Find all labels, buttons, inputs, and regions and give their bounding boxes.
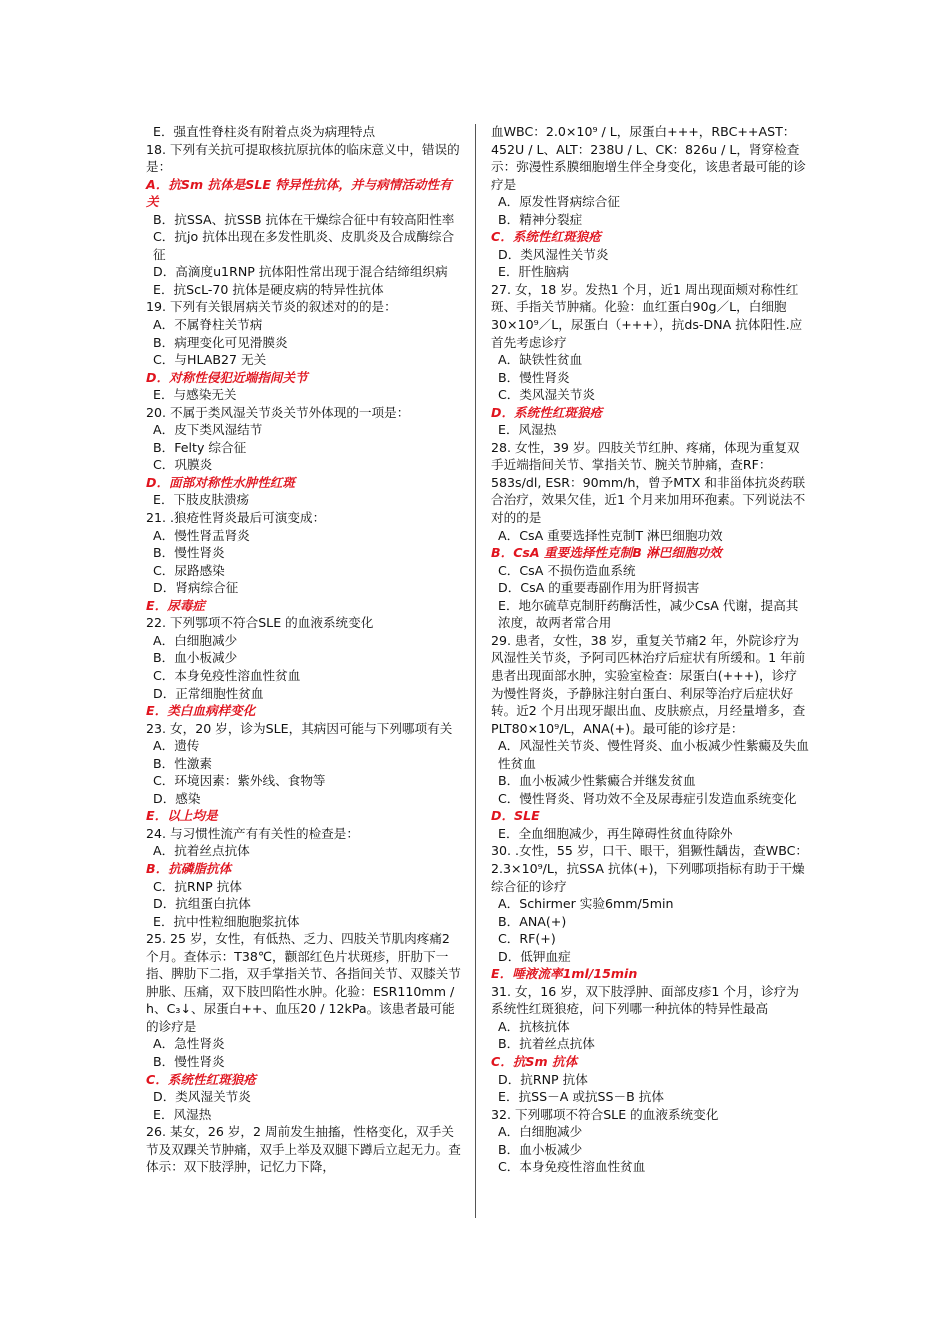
question-stem: 32. 下列哪项不符合SLE 的血液系统变化 (491, 1106, 719, 1122)
answer-option: B．性激素 (153, 755, 213, 771)
answer-option: D．低钾血症 (498, 948, 571, 964)
correct-answer-option: E．尿毒症 (146, 597, 205, 613)
answer-option: B．Felty 综合征 (153, 439, 247, 455)
correct-answer-option: D．面部对称性水肿性红斑 (146, 474, 295, 490)
answer-option: A．遗传 (153, 738, 200, 754)
left-column (146, 123, 464, 1176)
answer-option: E．强直性脊柱炎有附着点炎为病理特点 (153, 124, 376, 139)
answer-option: D．感染 (153, 790, 201, 806)
answer-option: B．病理变化可见滑膜炎 (153, 334, 288, 350)
answer-option: A．缺铁性贫血 (498, 352, 583, 368)
correct-answer-option: E．类白血病样变化 (146, 703, 256, 719)
right-column (491, 123, 809, 1176)
correct-answer-option: E．以上均是 (146, 808, 218, 824)
answer-option: E．全血细胞减少，再生障碍性贫血待除外 (498, 825, 733, 841)
answer-option: C．抗RNP 抗体 (153, 878, 242, 894)
correct-answer-option: C．抗Sm 抗体 (491, 1053, 578, 1069)
correct-answer-option: D．对称性侵犯近端指间关节 (146, 369, 308, 385)
answer-option: B．慢性肾炎 (498, 369, 570, 385)
question-stem: 18. 下列有关抗可提取核抗原抗体的临床意义中，错误的是： (146, 141, 460, 175)
answer-option: D．CsA 的重要毒副作用为肝肾损害 (498, 580, 700, 596)
correct-answer-option: E．唾液流率1ml/15min (491, 966, 638, 982)
correct-answer-option: C．系统性红斑狼疮 (146, 1071, 256, 1087)
answer-option: E．抗ScL-70 抗体是硬皮病的特异性抗体 (153, 281, 384, 297)
answer-option: A．慢性肾盂肾炎 (153, 527, 250, 543)
answer-option: D．抗组蛋白抗体 (153, 896, 251, 912)
question-stem: 23. 女，20 岁，诊为SLE，其病因可能与下列哪项有关 (146, 720, 453, 736)
correct-answer-option: D．SLE (491, 808, 540, 824)
question-stem: 24. 与习惯性流产有有关性的检查是： (146, 825, 359, 841)
answer-option: D．类风湿关节炎 (153, 1089, 251, 1105)
answer-option: E．抗SS－A 或抗SS－B 抗体 (498, 1089, 664, 1105)
answer-option: B．抗着丝点抗体 (498, 1036, 595, 1052)
answer-option: D．类风湿性关节炎 (498, 246, 609, 262)
answer-option: C．类风湿关节炎 (498, 387, 595, 403)
correct-answer-option: A．抗Sm 抗体是SLE 特异性抗体，并与病情活动性有关 (146, 176, 452, 210)
answer-option: A．不属脊柱关节病 (153, 317, 263, 333)
answer-option: C．本身免疫性溶血性贫血 (153, 667, 301, 683)
correct-answer-option: C．系统性红斑狼疮 (491, 229, 601, 245)
answer-option: D．抗RNP 抗体 (498, 1071, 588, 1087)
answer-option: C．尿路感染 (153, 562, 225, 578)
answer-option: D．正常细胞性贫血 (153, 685, 264, 701)
answer-option: E．抗中性粒细胞胞浆抗体 (153, 913, 300, 929)
answer-option: C．与HLAB27 无关 (153, 352, 267, 368)
correct-answer-option: B．抗磷脂抗体 (146, 860, 232, 876)
answer-option: E．下肢皮肤溃疡 (153, 492, 250, 508)
question-stem: 20. 不属于类风湿关节炎关节外体现的一项是： (146, 404, 410, 420)
answer-option: A．抗着丝点抗体 (153, 843, 250, 859)
answer-option: A．白细胞减少 (153, 632, 238, 648)
answer-option: D．肾病综合征 (153, 580, 239, 596)
answer-option: E．风湿热 (498, 422, 557, 438)
answer-option: A．CsA 重要选择性克制T 淋巴细胞功效 (498, 527, 723, 543)
answer-option: B．血小板减少 (153, 650, 238, 666)
answer-option: B．慢性肾炎 (153, 1053, 225, 1069)
question-stem: 28. 女性，39 岁。四肢关节红肿、疼痛，体现为重复双手近端指间关节、掌指关节、腕关节肿痛，查RF：583s/dl, ESR：90mm/h，曾予MTX 和非甾体抗炎药联合治疗，效果欠佳，近1 个月来加用环孢素。下列说法不对的的是 (491, 439, 806, 526)
question-stem: 22. 下列鄂项不符合SLE 的血液系统变化 (146, 615, 374, 631)
answer-option: A．原发性肾病综合征 (498, 194, 620, 210)
answer-option: E．地尔硫草克制肝药酶活性，减少CsA 代谢，提高其浓度，故两者常合用 (498, 597, 799, 631)
answer-option: A．风湿性关节炎、慢性肾炎、血小板减少性紫癜及失血性贫血 (498, 738, 809, 771)
question-stem: 27. 女，18 岁。发热1 个月，近1 周出现面颊对称性红斑、手指关节肿痛。化验：血红蛋白90g／L，白细胞30×10⁹／L，尿蛋白（+++），抗ds-DNA 抗体阳性.应首先考虑诊疗 (491, 281, 803, 350)
answer-option: C．RF(+) (498, 931, 556, 947)
answer-option: B．慢性肾炎 (153, 545, 225, 561)
question-stem: 25. 25 岁，女性，有低热、乏力、四肢关节肌肉疼痛2 个月。查体示：T38℃，颧部红色片状斑疹，肝肋下一指、脾肋下二指，双手掌指关节、各指间关节、双膝关节肿胀、压痛，双下肢凹陷性水肿。化验：ESR110mm / h、C₃↓、尿蛋白++、血压20 / 12kPa。该患者最可能的诊疗是 (146, 931, 461, 1034)
answer-option: E．与感染无关 (153, 387, 237, 403)
answer-option: C．慢性肾炎、肾功效不全及尿毒症引发造血系统变化 (498, 790, 797, 806)
answer-option: B．血小板减少 (498, 1141, 583, 1157)
answer-option: B．精神分裂症 (498, 211, 583, 227)
answer-option: A．急性肾炎 (153, 1036, 225, 1052)
answer-option: E．风湿热 (153, 1106, 212, 1122)
question-stem: 31. 女，16 岁，双下肢浮肿、面部皮疹1 个月，诊疗为系统性红斑狼疮，问下列哪一种抗体的特异性最高 (491, 983, 799, 1017)
question-stem: 21. .狼疮性肾炎最后可演变成： (146, 510, 326, 526)
answer-option: A．白细胞减少 (498, 1124, 583, 1140)
column-divider (475, 124, 476, 1218)
answer-option: C．巩膜炎 (153, 457, 213, 473)
answer-option: A．抗核抗体 (498, 1018, 570, 1034)
question-stem: 26. 某女，26 岁，2 周前发生抽搐，性格变化，双手关节及双踝关节肿痛，双手上举及双腿下蹲后立起无力。查体示：双下肢浮肿，记忆力下降， (146, 1124, 461, 1175)
answer-option: E．肝性脑病 (498, 264, 569, 280)
answer-option: C．CsA 不损伤造血系统 (498, 562, 636, 578)
answer-option: B．ANA(+) (498, 913, 567, 929)
answer-option: C．环境因素：紫外线、食物等 (153, 773, 326, 789)
answer-option: B．抗SSA、抗SSB 抗体在干燥综合征中有较高阳性率 (153, 211, 455, 227)
answer-option: D．高滴度u1RNP 抗体阳性常出现于混合结缔组织病 (153, 264, 448, 280)
question-continuation: 血WBC：2.0×10⁹ / L，尿蛋白+++，RBC++AST：452U / L、ALT：238U / L、CK：826u / L，肾穿检查示：弥漫性系膜细胞增生伴全身变化，该患者最可能的诊疗是 (491, 124, 806, 192)
answer-option: C．本身免疫性溶血性贫血 (498, 1159, 646, 1175)
correct-answer-option: D．系统性红斑狼疮 (491, 404, 603, 420)
question-stem: 30. .女性，55 岁，口干、眼干，猖獗性龋齿，查WBC：2.3×10⁹/L，抗SSA 抗体(+)，下列哪项指标有助于干燥综合征的诊疗 (491, 843, 809, 894)
answer-option: B．血小板减少性紫癜合并继发贫血 (498, 773, 696, 789)
question-stem: 19. 下列有关银屑病关节炎的叙述对的的是： (146, 299, 397, 315)
answer-option: C．抗jo 抗体出现在多发性肌炎、皮肌炎及合成酶综合征 (153, 229, 455, 262)
answer-option: A．Schirmer 实验6mm/5min (498, 896, 674, 912)
question-stem: 29. 患者，女性，38 岁，重复关节痛2 年，外院诊疗为风湿性关节炎，予阿司匹林治疗后症状有所缓和。1 年前患者出现面部水肿，实验室检查：尿蛋白(+++)，诊疗为慢性肾炎，予静脉注射白蛋白、利尿等治疗后症状好转。近2 个月出现牙龈出血、皮肤瘀点，月经量增多，查PLT80×10⁹/L，ANA(+)。最可能的诊疗是： (491, 632, 806, 736)
correct-answer-option: B．CsA 重要选择性克制B 淋巴细胞功效 (491, 545, 722, 561)
answer-option: A．皮下类风湿结节 (153, 422, 263, 438)
